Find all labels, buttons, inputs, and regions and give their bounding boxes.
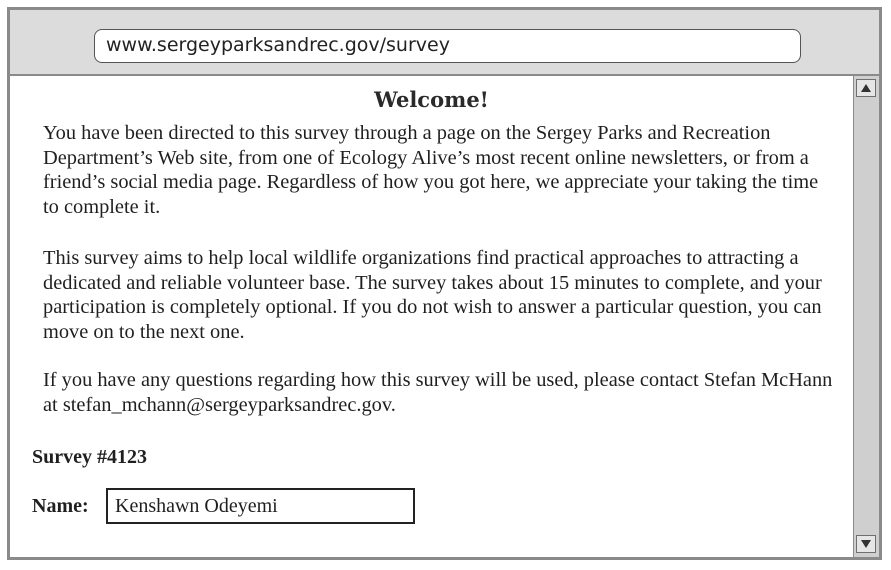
name-label: Name: [32,495,89,517]
browser-window [7,7,882,560]
triangle-up-icon [860,83,872,93]
name-input[interactable] [106,488,415,524]
intro-paragraph: You have been directed to this survey through a page on the Sergey Parks and Recreation Department’s Web site, from one of Ecology Alive’s most recent online newsletters, or from a friend’s social media page. Regardless of how you got here, we appreciate your taking the time to complete it. [43,122,819,218]
triangle-down-icon [860,539,872,549]
page-content [10,76,853,557]
scroll-up-button[interactable] [856,79,876,97]
address-bar[interactable]: www.sergeyparksandrec.gov/survey [94,29,801,63]
purpose-paragraph: This survey aims to help local wildlife organizations find practical approaches to attracting a dedicated and reliable volunteer base. The survey takes about 15 minutes to complete, and your participation is completely optional. If you do not wish to answer a particular question, you can move on to the next one. [43,247,822,343]
contact-paragraph: If you have any questions regarding how this survey will be used, please contact Stefan McHann at stefan_mchann@sergeyparksandrec.gov. [43,369,833,416]
page-title: Welcome! [374,87,489,112]
vertical-scrollbar[interactable] [853,76,879,557]
scroll-down-button[interactable] [856,535,876,553]
browser-toolbar [10,10,879,76]
survey-number: Survey #4123 [32,446,147,468]
